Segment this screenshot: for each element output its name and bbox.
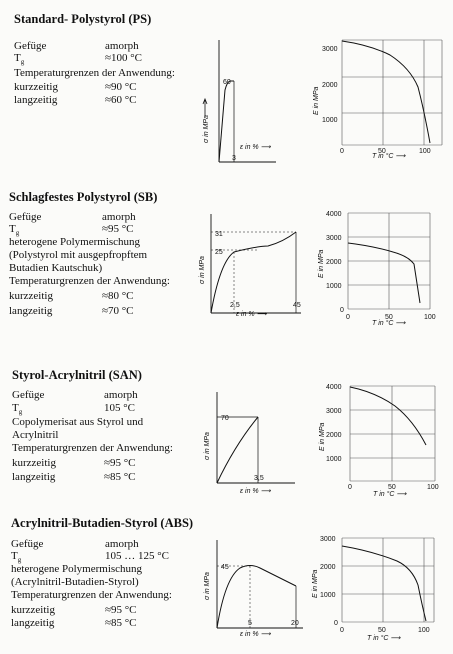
- right-arrow-icon: ⟶: [395, 320, 406, 327]
- stress-curve: [217, 417, 258, 483]
- x-tick: 0: [340, 627, 344, 634]
- y-axis-label: σ in MPa: [203, 115, 210, 143]
- modulus-curve: [342, 41, 430, 143]
- y-axis-label: σ in MPa: [199, 256, 206, 284]
- stress-curve: [211, 232, 296, 313]
- prop-label: $T_g$: [9, 223, 20, 238]
- temp-label: langzeitig: [9, 305, 53, 317]
- x-tick: 100: [418, 627, 430, 634]
- temp-label: kurzzeitig: [9, 290, 53, 302]
- prop-value: amorph: [105, 40, 139, 52]
- temp-value: ≈95 °C: [105, 604, 137, 616]
- right-arrow-icon: ⟶: [395, 153, 406, 160]
- right-arrow-icon: ⟶: [260, 144, 271, 151]
- section-title: Schlagfestes Polystyrol (SB): [9, 190, 158, 204]
- y-tick: 3000: [326, 235, 342, 242]
- y-tick: 1000: [326, 283, 342, 290]
- x-mark-label: 3,5: [254, 475, 264, 482]
- stress-curve: [219, 81, 234, 162]
- stress-x-label: ε in % ⟶: [240, 144, 271, 151]
- y-tick: 1000: [320, 592, 336, 599]
- modulus-curve: [342, 546, 426, 621]
- y-tick: 3000: [322, 46, 338, 53]
- y-tick: 1000: [326, 456, 342, 463]
- x-tick: 0: [340, 148, 344, 155]
- temp-value: ≈95 °C: [104, 457, 136, 469]
- prop-label: Gefüge: [12, 389, 45, 401]
- text-line: Butadien Kautschuk): [9, 262, 103, 274]
- chart-grid: [342, 538, 434, 622]
- stress-strain-chart: [200, 538, 310, 633]
- text-line: (Polystyrol mit ausgepfropftem: [9, 249, 148, 261]
- x-tick: 100: [427, 484, 439, 491]
- y-tick: 3000: [320, 536, 336, 543]
- section-title: Styrol-Acrylnitril (SAN): [12, 368, 142, 382]
- temp-value: ≈90 °C: [105, 81, 137, 93]
- y-tick: 2000: [322, 82, 338, 89]
- temp-label: langzeitig: [14, 94, 58, 106]
- x-tick: 100: [424, 314, 436, 321]
- stress-x-label: ε in % ⟶: [240, 631, 271, 638]
- right-arrow-icon: ⟶: [396, 491, 407, 498]
- text-line: Temperaturgrenzen der Anwendung:: [12, 442, 173, 454]
- temp-value: ≈70 °C: [102, 305, 134, 317]
- chart-grid: [350, 386, 435, 481]
- y-mark-label: 31: [215, 231, 223, 238]
- modulus-x-label: T in °C ⟶: [373, 491, 407, 498]
- section-sb: [0, 170, 453, 340]
- text-line: Temperaturgrenzen der Anwendung:: [9, 275, 170, 287]
- prop-value: amorph: [102, 211, 136, 223]
- prop-label: Gefüge: [14, 40, 47, 52]
- modulus-chart: [310, 35, 450, 160]
- prop-label: Gefüge: [9, 211, 42, 223]
- modulus-x-label: T in °C ⟶: [372, 320, 406, 327]
- text-line: Temperaturgrenzen der Anwendung:: [14, 67, 175, 79]
- modulus-x-label: T in °C ⟶: [372, 153, 406, 160]
- y-axis-label: E in MPa: [313, 86, 320, 115]
- y-axis-label: σ in MPa: [204, 572, 211, 600]
- y-tick: 2000: [326, 259, 342, 266]
- up-arrow-icon: [203, 99, 207, 116]
- text-line: Copolymerisat aus Styrol und: [12, 416, 144, 428]
- y-axis-label: E in MPa: [318, 249, 325, 278]
- y-axis-label: E in MPa: [319, 422, 326, 451]
- section-title: Standard- Polystyrol (PS): [14, 12, 152, 26]
- text-line: (Acrylnitril-Butadien-Styrol): [11, 576, 139, 588]
- y-axis-label: E in MPa: [312, 569, 319, 598]
- y-tick: 3000: [326, 408, 342, 415]
- stress-strain-chart: [200, 390, 300, 490]
- temp-value: ≈80 °C: [102, 290, 134, 302]
- stress-curve: [217, 566, 296, 629]
- y-mark-label: 60: [223, 79, 231, 86]
- y-mark-label: 70: [221, 415, 229, 422]
- modulus-curve: [350, 387, 426, 445]
- temp-value: ≈85 °C: [104, 471, 136, 483]
- x-mark-label: 45: [293, 302, 301, 309]
- prop-value: 105 °C: [104, 402, 135, 414]
- section-ps: [0, 0, 453, 170]
- right-arrow-icon: ⟶: [256, 311, 267, 318]
- x-mark-label: 3: [232, 155, 236, 162]
- right-arrow-icon: ⟶: [260, 488, 271, 495]
- x-mark-label: 20: [291, 620, 299, 627]
- stress-x-label: ε in % ⟶: [236, 311, 267, 318]
- prop-value: 105 … 125 °C: [105, 550, 169, 562]
- y-tick: 0: [334, 620, 338, 627]
- modulus-curve: [348, 243, 420, 303]
- y-mark-label: 45: [221, 564, 229, 571]
- modulus-chart: [320, 383, 450, 498]
- section-san: [0, 340, 453, 500]
- prop-value: ≈100 °C: [105, 52, 143, 64]
- prop-label: $T_g$: [11, 550, 22, 565]
- text-line: heterogene Polymermischung: [9, 236, 141, 248]
- y-tick: 1000: [322, 117, 338, 124]
- temp-label: kurzzeitig: [11, 604, 55, 616]
- modulus-chart: [312, 533, 447, 643]
- prop-value: amorph: [105, 538, 139, 550]
- temp-label: kurzzeitig: [12, 457, 56, 469]
- temp-label: langzeitig: [12, 471, 56, 483]
- right-arrow-icon: ⟶: [260, 631, 271, 638]
- x-tick: 100: [419, 148, 431, 155]
- prop-label: Gefüge: [11, 538, 44, 550]
- x-mark-label: 5: [248, 620, 252, 627]
- prop-label: $T_g$: [12, 402, 23, 417]
- prop-label: $T_g$: [14, 52, 25, 67]
- y-tick: 0: [340, 307, 344, 314]
- y-tick: 4000: [326, 211, 342, 218]
- stress-strain-chart: [196, 38, 276, 162]
- x-tick: 50: [378, 148, 386, 155]
- section-abs: [0, 500, 453, 654]
- text-line: Temperaturgrenzen der Anwendung:: [11, 589, 172, 601]
- y-tick: 4000: [326, 384, 342, 391]
- x-mark-label: 2,5: [230, 302, 240, 309]
- x-tick: 50: [385, 314, 393, 321]
- prop-value: amorph: [104, 389, 138, 401]
- temp-label: langzeitig: [11, 617, 55, 629]
- temp-value: ≈85 °C: [105, 617, 137, 629]
- stress-strain-chart: [198, 212, 308, 322]
- chart-grid: [348, 213, 430, 309]
- temp-label: kurzzeitig: [14, 81, 58, 93]
- x-tick: 0: [348, 484, 352, 491]
- y-tick: 2000: [326, 432, 342, 439]
- section-title: Acrylnitril-Butadien-Styrol (ABS): [11, 516, 194, 530]
- y-mark-label: 25: [215, 249, 223, 256]
- x-tick: 0: [346, 314, 350, 321]
- x-tick: 50: [388, 484, 396, 491]
- temp-value: ≈60 °C: [105, 94, 137, 106]
- right-arrow-icon: ⟶: [390, 635, 401, 642]
- modulus-x-label: T in °C ⟶: [367, 635, 401, 642]
- x-tick: 50: [378, 627, 386, 634]
- y-tick: 2000: [320, 564, 336, 571]
- stress-x-label: ε in % ⟶: [240, 488, 271, 495]
- prop-value: ≈95 °C: [102, 223, 134, 235]
- text-line: heterogene Polymermischung: [11, 563, 143, 575]
- y-axis-label: σ in MPa: [204, 432, 211, 460]
- text-line: Acrylnitril: [12, 429, 59, 441]
